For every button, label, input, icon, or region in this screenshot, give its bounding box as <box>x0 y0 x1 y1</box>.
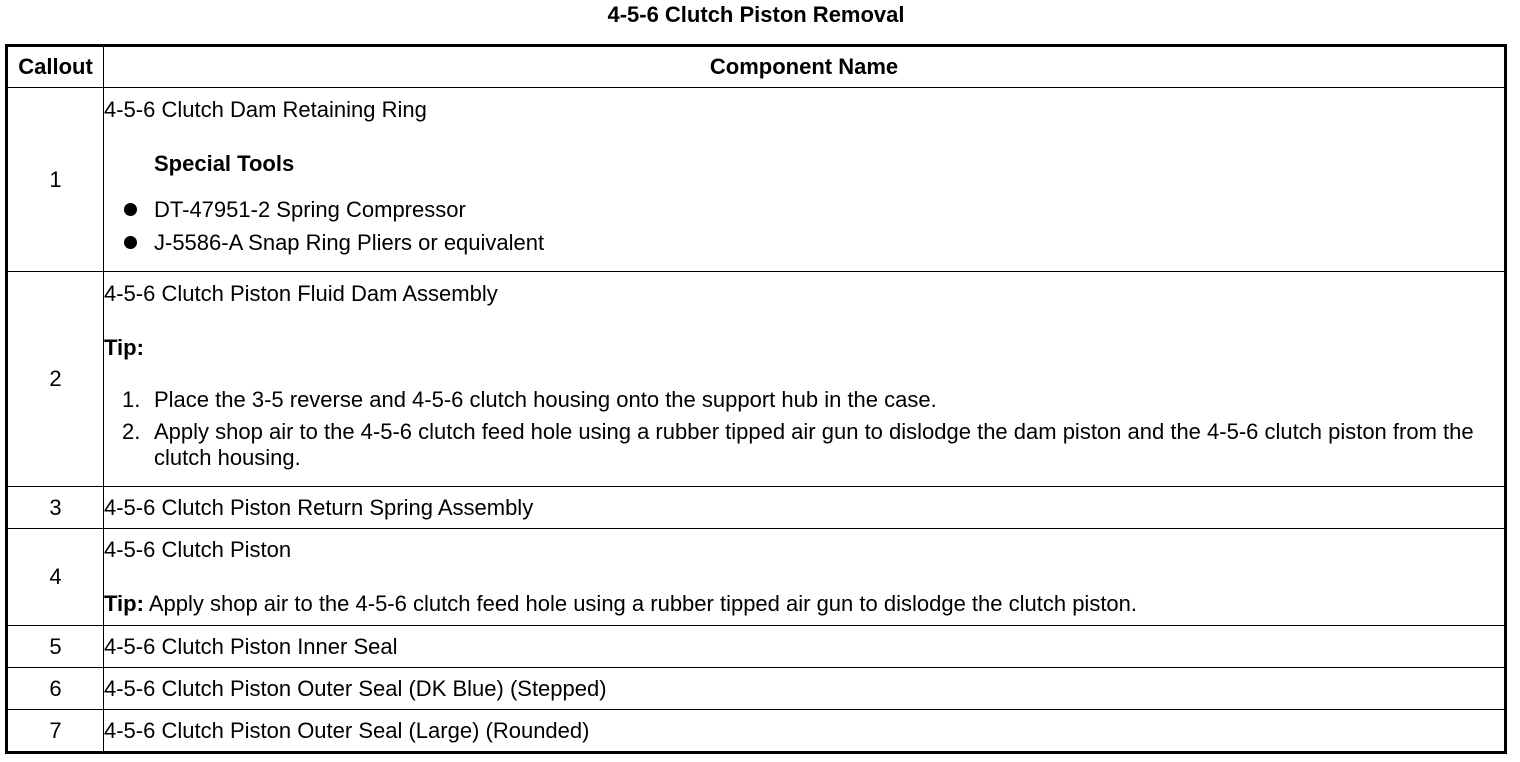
tip-heading: Tip: <box>104 591 144 616</box>
component-name: 4-5-6 Clutch Piston Fluid Dam Assembly <box>104 281 498 306</box>
list-item <box>104 387 1504 413</box>
table-row <box>7 529 1506 626</box>
component-name: 4-5-6 Clutch Piston Return Spring Assembly <box>104 487 1506 529</box>
table-row <box>7 710 1506 753</box>
callout-number: 3 <box>7 487 104 529</box>
tool-name: J-5586-A Snap Ring Pliers or equivalent <box>154 229 545 255</box>
table-row <box>7 272 1506 487</box>
callout-number: 2 <box>7 272 104 487</box>
callout-number: 7 <box>7 710 104 753</box>
page-title: 4-5-6 Clutch Piston Removal <box>607 2 905 27</box>
step-text: Apply shop air to the 4-5-6 clutch feed hole using a rubber tipped air gun to dislodge the dam piston and the 4-5-6 clutch piston from the clutch housing. <box>154 419 1474 470</box>
component-name: 4-5-6 Clutch Piston <box>104 537 292 562</box>
special-tools-heading: Special Tools <box>154 150 295 176</box>
tip-text: Apply shop air to the 4-5-6 clutch feed hole using a rubber tipped air gun to dislodge the clutch piston. <box>148 591 1138 616</box>
tip-heading: Tip: <box>104 335 144 360</box>
table-row <box>7 88 1506 272</box>
tip-steps-list <box>104 387 1504 471</box>
table-header-row <box>7 46 1506 88</box>
tip-note <box>104 591 1504 617</box>
callout-column-header: Callout <box>7 46 104 88</box>
callout-number: 4 <box>7 529 104 626</box>
step-text: Place the 3-5 reverse and 4-5-6 clutch housing onto the support hub in the case. <box>154 387 937 412</box>
special-tools-list <box>104 197 1504 256</box>
step-number: 2. <box>122 419 141 444</box>
table-row <box>7 668 1506 710</box>
component-cell <box>104 272 1506 487</box>
component-cell <box>104 529 1506 626</box>
table-row <box>7 487 1506 529</box>
callout-number: 1 <box>7 88 104 272</box>
component-cell <box>104 88 1506 272</box>
component-name: 4-5-6 Clutch Piston Outer Seal (Large) (Rounded) <box>104 710 1506 753</box>
component-name: 4-5-6 Clutch Piston Outer Seal (DK Blue) (Stepped) <box>104 668 1506 710</box>
table-row <box>7 626 1506 668</box>
component-name: 4-5-6 Clutch Piston Inner Seal <box>104 626 1506 668</box>
component-name: 4-5-6 Clutch Dam Retaining Ring <box>104 96 427 122</box>
list-item <box>104 197 1504 223</box>
list-item <box>104 419 1504 471</box>
tool-name: DT-47951-2 Spring Compressor <box>154 196 466 222</box>
component-name-column-header: Component Name <box>104 46 1506 88</box>
bullet-icon <box>124 203 137 216</box>
callout-number: 5 <box>7 626 104 668</box>
bullet-icon <box>124 236 137 249</box>
components-table <box>5 44 1507 754</box>
step-number: 1. <box>122 387 141 412</box>
callout-number: 6 <box>7 668 104 710</box>
list-item <box>104 230 1504 256</box>
